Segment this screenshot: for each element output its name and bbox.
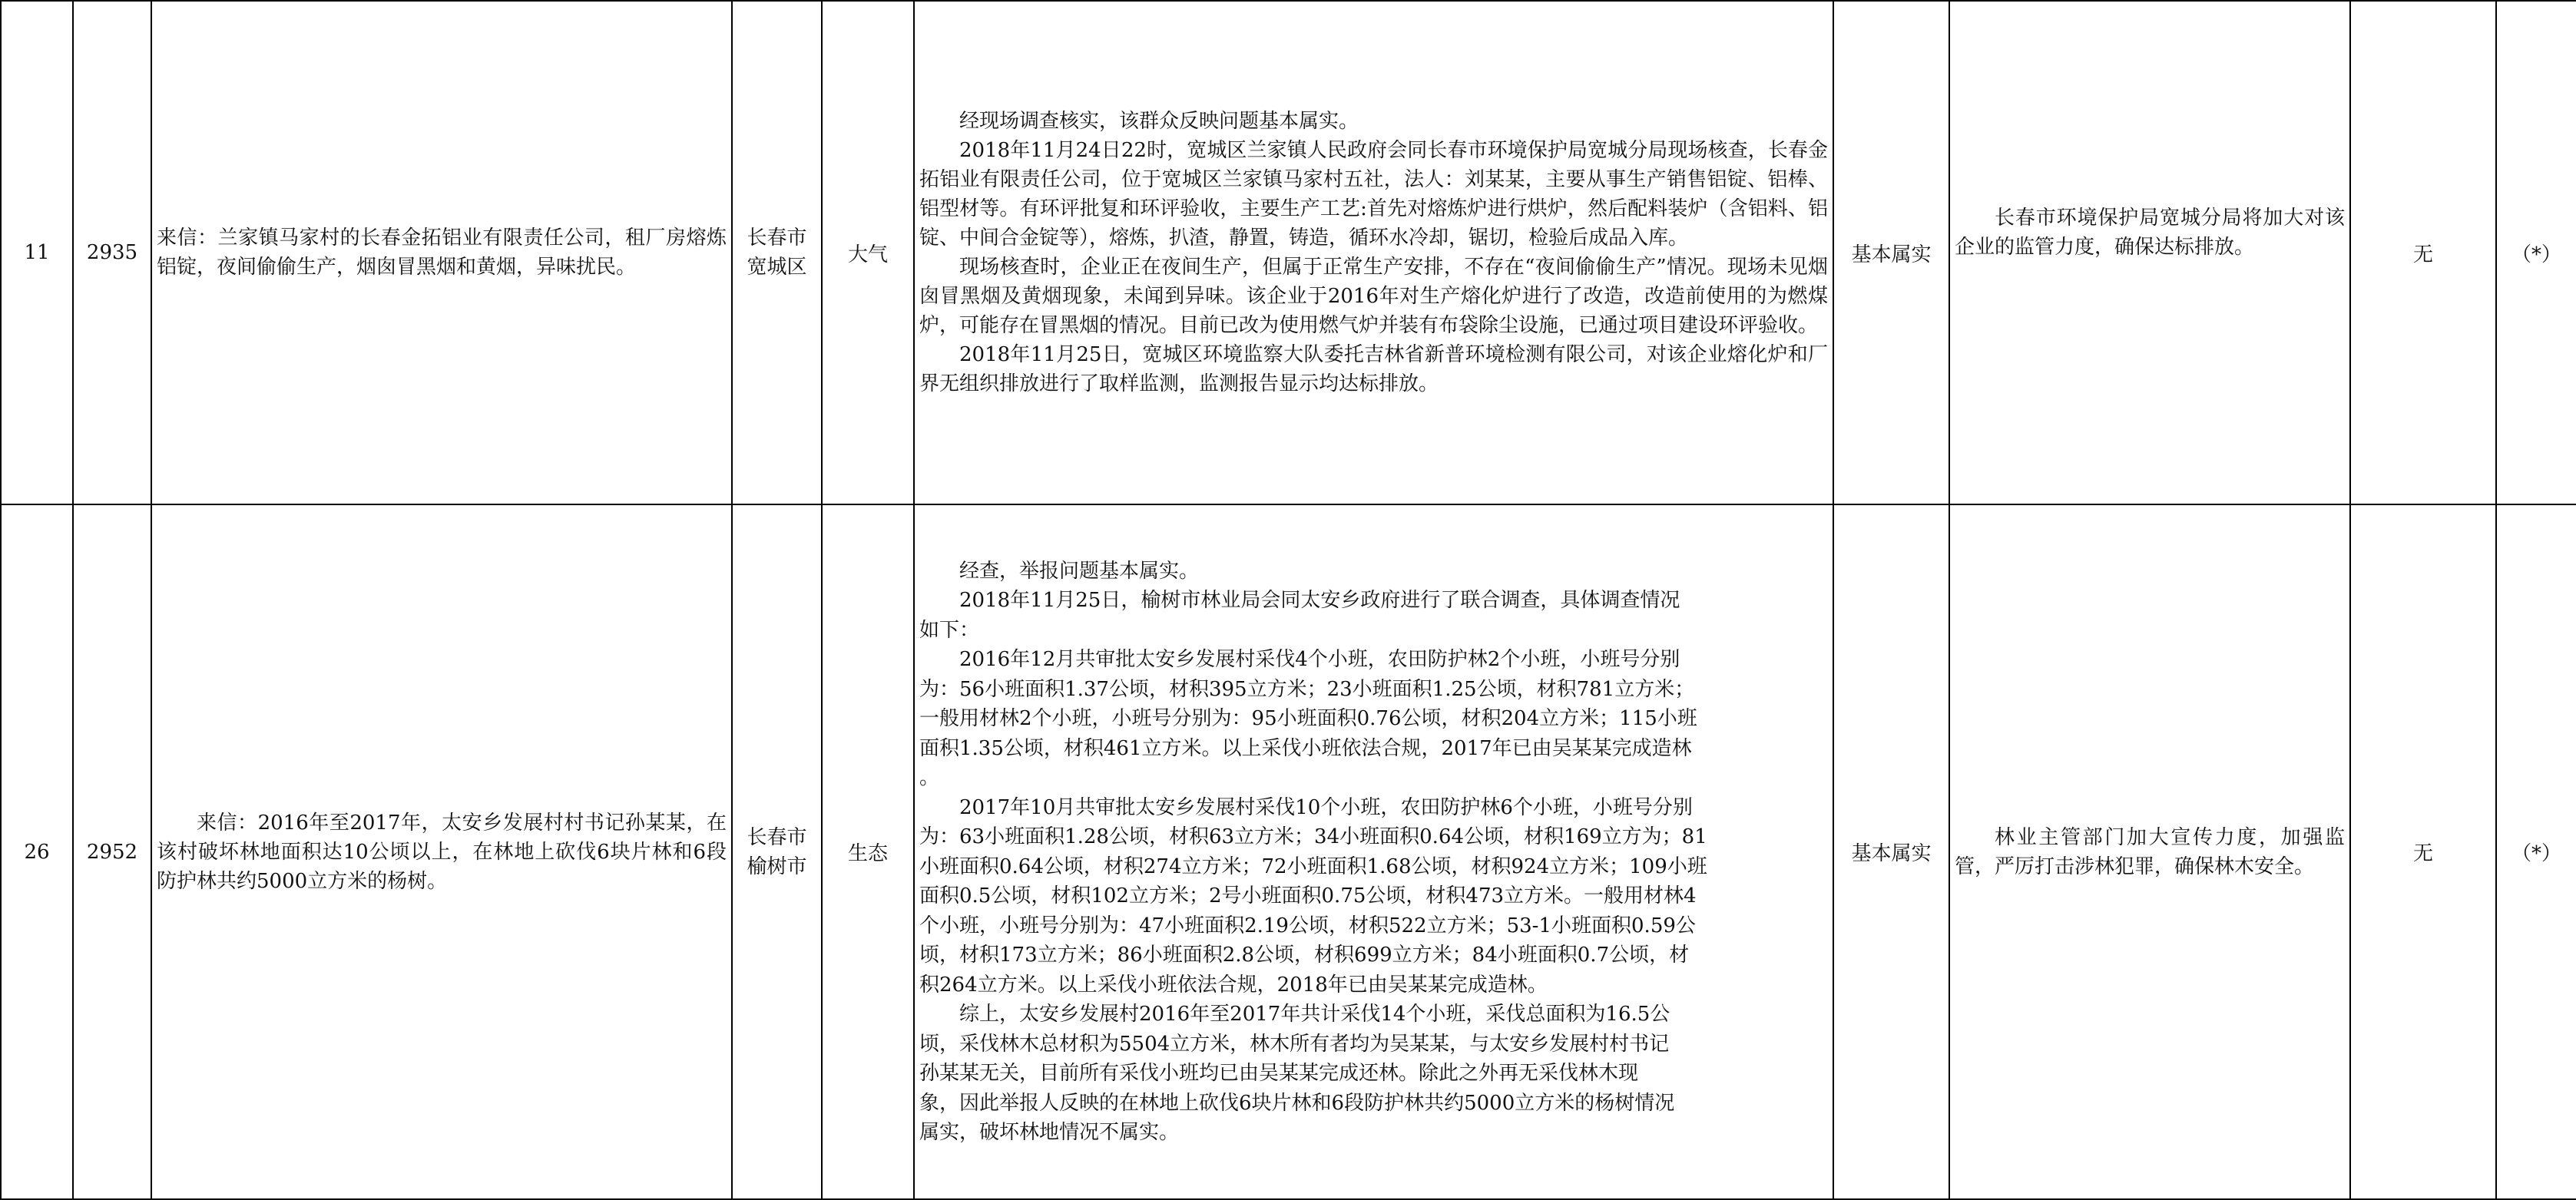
note-cell xyxy=(2496,1,2576,504)
pollution-category: 生态 xyxy=(847,842,888,865)
measures-cell xyxy=(1949,1,2350,504)
findings-line: 一般用材林2个小班，小班号分别为：95小班面积0.76公顷，材积204立方米；115小班 xyxy=(919,707,1697,730)
findings-line: 2016年12月共审批太安乡发展村采伐4个小班，农田防护林2个小班，小班号分别 xyxy=(919,648,1680,671)
verdict-cell xyxy=(1833,1,1949,504)
table-row xyxy=(1,1,2576,504)
pollution-category: 大气 xyxy=(847,243,888,266)
findings-line: 面积0.5公顷，材积102立方米；2号小班面积0.75公顷，材积473立方米。一般用材林4 xyxy=(919,884,1697,907)
row-seq-cell xyxy=(1,504,73,1199)
verdict: 基本属实 xyxy=(1851,243,1932,266)
complaint-cell xyxy=(151,1,732,504)
findings-line: 顷，材积173立方米；86小班面积2.8公顷，材积699立方米；84小班面积0.7公顷，材 xyxy=(919,944,1690,967)
row-seq: 26 xyxy=(24,840,50,864)
findings-text xyxy=(915,557,1833,1148)
case-id: 2935 xyxy=(86,241,138,264)
findings-line: 象，因此举报人反映的在林地上砍伐6块片林和6段防护林共约5000立方米的杨树情况 xyxy=(919,1091,1675,1115)
complaint-text: 来信：兰家镇马家村的长春金拓铝业有限责任公司，租厂房熔炼铝锭，夜间偷偷生产，烟囱冒黑烟和黄烟，异味扰民。 xyxy=(157,226,727,279)
findings-line: 2017年10月共审批太安乡发展村采伐10个小班，农田防护林6个小班，小班号分别 xyxy=(919,795,1693,819)
findings-line: 面积1.35公顷，材积461立方米。以上采伐小班依法合规，2017年已由吴某某完成造林 xyxy=(919,736,1692,760)
note-mark: （*） xyxy=(2511,243,2561,266)
findings-cell xyxy=(914,504,1833,1199)
measures-text: 林业主管部门加大宣传力度，加强监管，严厉打击涉林犯罪，确保林木安全。 xyxy=(1955,825,2345,878)
case-id: 2952 xyxy=(86,840,138,864)
note-cell xyxy=(2496,504,2576,1199)
verdict-cell xyxy=(1833,504,1949,1199)
findings-line: 为：63小班面积1.28公顷，材积63立方米；34小班面积0.64公顷，材积169立方为；81 xyxy=(919,825,1707,848)
pollution-category-cell xyxy=(822,504,914,1199)
findings-paragraph: 2018年11月24日22时，宽城区兰家镇人民政府会同长春市环境保护局宽城分局现场核查，长春金拓铝业有限责任公司，位于宽城区兰家镇马家村五社，法人：刘某某，主要从事生产销售铝锭、铝棒、铝型材等。有环评批复和环评验收，主要生产工艺:首先对熔炼炉进行烘炉，然后配料装炉（含铝料、铝锭、中间合金锭等），熔炼，扒渣，静置，铸造，循环水冷却，锯切，检验后成品入库。 xyxy=(919,139,1828,250)
findings-line: 综上，太安乡发展村2016年至2017年共计采伐14个小班，采伐总面积为16.5公 xyxy=(919,1003,1670,1026)
findings-line: 顷，采伐林木总材积为5504立方米，林木所有者均为吴某某，与太安乡发展村村书记 xyxy=(919,1032,1670,1056)
area-cell xyxy=(732,504,822,1199)
measures-text: 长春市环境保护局宽城分局将加大对该企业的监管力度，确保达标排放。 xyxy=(1955,207,2345,259)
area-cell xyxy=(732,1,822,504)
measures-cell xyxy=(1949,504,2350,1199)
findings-line: 小班面积0.64公顷，材积274立方米；72小班面积1.68公顷，材积924立方米；109小班 xyxy=(919,855,1707,878)
findings-line: 经查，举报问题基本属实。 xyxy=(919,559,1200,583)
accountability-cell xyxy=(2350,504,2496,1199)
findings-line: 为：56小班面积1.37公顷，材积395立方米；23小班面积1.25公顷，材积781立方米； xyxy=(919,677,1695,701)
findings-line: 如下： xyxy=(919,618,980,642)
row-seq: 11 xyxy=(24,241,50,264)
accountability: 无 xyxy=(2412,243,2433,266)
pollution-category-cell xyxy=(822,1,914,504)
findings-line: 孙某某无关，目前所有采伐小班均已由吴某某完成还林。除此之外再无采伐林木现 xyxy=(919,1062,1639,1085)
administrative-area: 长春市宽城区 xyxy=(747,226,807,279)
complaint-text: 来信：2016年至2017年，太安乡发展村村书记孙某某，在该村破坏林地面积达10公顷以上，在林地上砍伐6块片林和6段防护林共约5000立方米的杨树。 xyxy=(157,811,727,893)
findings-paragraph: 现场核查时，企业正在夜间生产，但属于正常生产安排，不存在“夜间偷偷生产”情况。现场未见烟囱冒黑烟及黄烟现象，未闻到异味。该企业于2016年对生产熔化炉进行了改造，改造前使用的为燃煤炉，可能存在冒黑烟的情况。目前已改为使用燃气炉并装有布袋除尘设施，已通过项目建设环评验收。 xyxy=(919,256,1828,337)
findings-cell xyxy=(914,1,1833,504)
row-seq-cell xyxy=(1,1,73,504)
findings-paragraph: 2018年11月25日，宽城区环境监察大队委托吉林省新普环境检测有限公司，对该企业熔化炉和厂界无组织排放进行了取样监测，监测报告显示均达标排放。 xyxy=(919,343,1828,395)
verdict: 基本属实 xyxy=(1851,842,1932,865)
note-mark: （*） xyxy=(2511,842,2561,865)
case-id-cell xyxy=(73,1,151,504)
accountability-cell xyxy=(2350,1,2496,504)
complaint-cell xyxy=(151,504,732,1199)
findings-line: 个小班，小班号分别为：47小班面积2.19公顷，材积522立方米；53-1小班面积0.59公 xyxy=(919,914,1696,937)
table-row xyxy=(1,504,2576,1199)
findings-line: 属实，破坏林地情况不属实。 xyxy=(919,1121,1180,1144)
findings-line: 。 xyxy=(919,766,940,789)
findings-line: 2018年11月25日，榆树市林业局会同太安乡政府进行了联合调查，具体调查情况 xyxy=(919,589,1680,612)
findings-paragraph: 经现场调查核实，该群众反映问题基本属实。 xyxy=(959,110,1359,133)
administrative-area: 长春市榆树市 xyxy=(747,825,807,878)
findings-line: 积264立方米。以上采伐小班依法合规，2018年已由吴某某完成造林。 xyxy=(919,973,1548,997)
case-id-cell xyxy=(73,504,151,1199)
findings-text xyxy=(915,107,1833,398)
accountability: 无 xyxy=(2412,842,2433,865)
